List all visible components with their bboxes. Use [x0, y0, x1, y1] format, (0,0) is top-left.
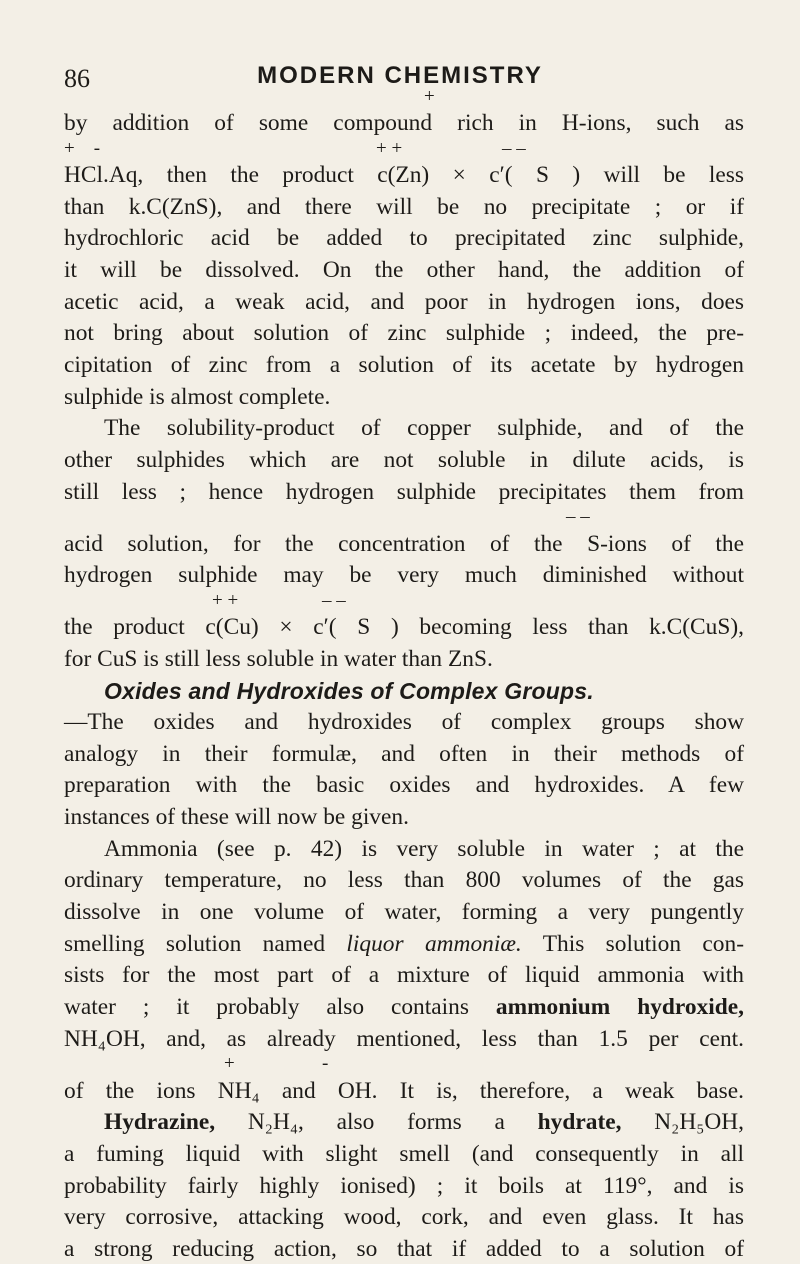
- text-line: acid solution, for the concentration of the S-ions of the: [64, 530, 744, 557]
- text-line: preparation with the basic oxides and hydroxides. A few: [64, 772, 744, 799]
- text-line: a strong reducing action, so that if added to a solution of: [64, 1235, 744, 1262]
- text-line: a fuming liquid with slight smell (and consequently in all: [64, 1140, 744, 1167]
- text-line: The solubility-product of copper sulphide, and of the: [104, 415, 744, 442]
- text-line: the product c(Cu) × c′( S ) becoming less than k.C(CuS),: [64, 613, 744, 640]
- charge-mark: – –: [322, 589, 346, 611]
- text-line: for CuS is still less soluble in water than ZnS.: [64, 645, 493, 672]
- text-line: HCl.Aq, then the product c(Zn) × c′( S ) will be less: [64, 161, 744, 188]
- text-line: Hydrazine, N₂H₄, also forms a hydrate, N₂H₅OH,: [104, 1109, 745, 1136]
- text-line: acetic acid, a weak acid, and poor in hydrogen ions, does: [64, 288, 744, 315]
- charge-mark: – –: [502, 137, 526, 159]
- text-line: it will be dissolved. On the other hand, the addition of: [64, 257, 744, 284]
- page-number: 86: [64, 64, 90, 93]
- text-line: ordinary temperature, no less than 800 volumes of the gas: [64, 867, 744, 894]
- text-line: than k.C(ZnS), and there will be no precipitate ; or if: [64, 193, 744, 220]
- charge-mark: + +: [376, 137, 403, 159]
- text-line: analogy in their formulæ, and often in their methods of: [64, 740, 744, 767]
- bold-term: ammonium hydroxide,: [495, 994, 744, 1021]
- running-title: MODERN CHEMISTRY: [257, 62, 543, 89]
- charge-mark: -: [322, 1053, 329, 1075]
- charge-marks-row-4: [64, 590, 744, 610]
- charge-marks-row-5: [64, 1053, 744, 1073]
- text-line: Ammonia (see p. 42) is very soluble in water ; at the: [104, 835, 744, 862]
- text-line: of the ions NH₄ and OH. It is, therefore, a weak base.: [64, 1077, 744, 1104]
- text-line: hydrogen sulphide may be very much diminished without: [64, 562, 744, 589]
- charge-marks-row-3: [64, 506, 744, 526]
- text-line: smelling solution named liquor ammoniæ. This solution con-: [64, 930, 744, 957]
- charge-mark: + -: [64, 137, 101, 159]
- text-line: very corrosive, attacking wood, cork, and even glass. It has: [64, 1204, 744, 1231]
- charge-mark: + +: [212, 589, 239, 611]
- text-line: —The oxides and hydroxides of complex groups show: [64, 708, 744, 735]
- charge-mark: +: [224, 1053, 235, 1075]
- charge-mark: +: [424, 86, 435, 107]
- text-line: cipitation of zinc from a solution of its acetate by hydrogen: [64, 352, 744, 379]
- text-line: other sulphides which are not soluble in dilute acids, is: [64, 447, 744, 474]
- text-line: not bring about solution of zinc sulphide ; indeed, the pre-: [64, 320, 744, 347]
- text-line: still less ; hence hydrogen sulphide precipitates them from: [64, 478, 744, 505]
- text-line: sists for the most part of a mixture of liquid ammonia with: [64, 962, 744, 989]
- text-line: probability fairly highly ionised) ; it boils at 119°, and is: [64, 1172, 744, 1199]
- text-line: dissolve in one volume of water, forming a very pungently: [64, 899, 744, 926]
- section-heading: Oxides and Hydroxides of Complex Groups.: [104, 677, 594, 704]
- text-line: hydrochloric acid be added to precipitated zinc sulphide,: [64, 225, 744, 252]
- text-line: NH₄OH, and, as already mentioned, less than 1.5 per cent.: [64, 1025, 744, 1052]
- bold-term: hydrate,: [537, 1109, 622, 1136]
- text-line: sulphide is almost complete.: [64, 383, 331, 410]
- charge-mark: – –: [566, 506, 590, 528]
- text-line: by addition of some compound rich in H-ions, such as: [64, 110, 744, 137]
- italic-term: liquor ammoniæ.: [346, 930, 522, 957]
- text-line: instances of these will now be given.: [64, 804, 409, 831]
- bold-term: Hydrazine,: [104, 1109, 216, 1136]
- charge-marks-row-2: [64, 138, 744, 158]
- text-line: water ; it probably also contains ammonium hydroxide,: [64, 994, 744, 1021]
- body-text: [64, 86, 744, 1263]
- charge-marks-row-1: [64, 86, 744, 106]
